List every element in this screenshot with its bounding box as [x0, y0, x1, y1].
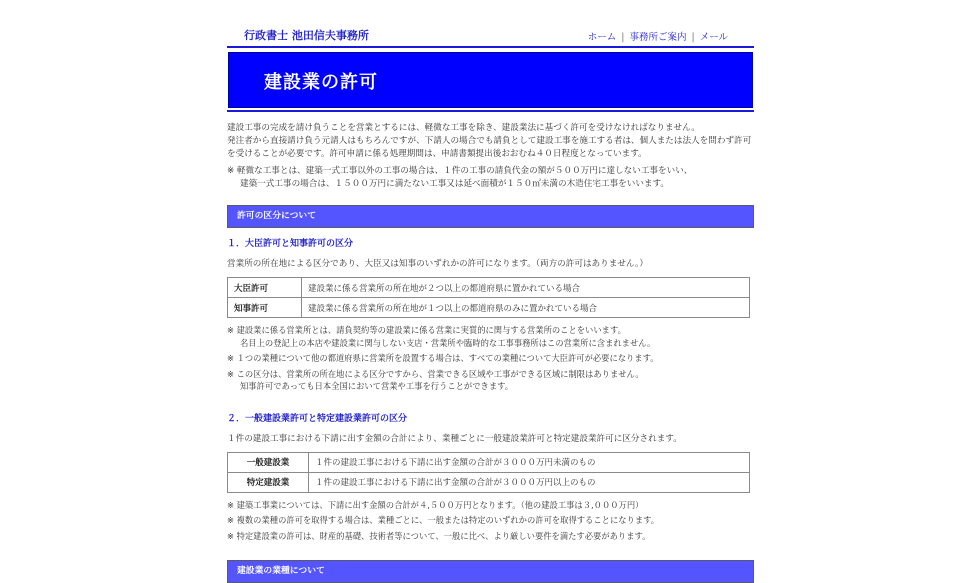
- intro-text: [227, 122, 754, 161]
- note-special-requirements: ※ 特定建設業の許可は、財産的基礎、技術者等について、一般に比べ、より厳しい要件を満たす必要があります。: [227, 530, 651, 541]
- nav-home-link[interactable]: ホーム: [587, 32, 617, 43]
- section-header-permit-types: 許可の区分について: [227, 205, 754, 228]
- nav-separator: |: [621, 32, 625, 43]
- table-row: [228, 452, 750, 472]
- nav-separator: |: [691, 32, 695, 43]
- intro-note: [227, 165, 754, 191]
- note-line: ※ この区分は、営業所の所在地による区分ですから、営業できる区域や工事ができる区域に制限はありません。: [227, 368, 644, 379]
- subsection-description: 営業所の所在地による区分であり、大臣又は知事のいずれかの許可になります。（両方の許可はありません。）: [227, 259, 648, 269]
- table-value: 建設業に係る営業所の所在地が１つ以上の都道府県のみに置かれている場合: [302, 298, 750, 318]
- table-key: 大臣許可: [228, 278, 302, 298]
- permit-table-general-special: [227, 452, 750, 493]
- note-all-types: ※ １つの業種について他の都道府県に営業所を設置する場合は、すべての業種について大臣許可が必要になります。: [227, 353, 659, 363]
- table-row: [228, 298, 750, 318]
- page-title: 建設業の許可: [264, 72, 378, 93]
- table-key: 知事許可: [228, 298, 302, 318]
- top-nav: [588, 29, 728, 43]
- permit-table-minister-governor: [227, 277, 750, 318]
- nav-office-link[interactable]: 事務所ご案内: [629, 32, 687, 43]
- note-line: 名目上の登記上の本店や建設業に関与しない支店・営業所や臨時的な工事事務所はこの営業所に含まれません。: [240, 337, 656, 348]
- subheading-minister-governor: １．大臣許可と知事許可の区分: [227, 239, 354, 249]
- table-value: １件の建設工事における下請に出す金額の合計が３０００万円以上のもの: [309, 472, 750, 492]
- subsection-description: １件の建設工事における下請に出す金額の合計により、業種ごとに一般建設業許可と特定建設業許可に区分されます。: [227, 433, 682, 444]
- note-building: ※ 建築工事業については、下請に出す金額の合計が４,５００万円となります。（他の建設工事は３,０００万円）: [227, 499, 644, 510]
- section-header-business-types: 建設業の業種について: [227, 560, 754, 583]
- intro-line: 建設工事の完成を請け負うことを営業とするには、軽微な工事を除き、建設業法に基づく許可を受けなければなりません。: [227, 123, 700, 133]
- note-line: 知事許可であっても日本全国において営業や工事を行うことができます。: [240, 381, 514, 391]
- page: [227, 0, 754, 583]
- subheading-general-special: ２．一般建設業許可と特定建設業許可の区分: [227, 413, 408, 424]
- intro-line: 発注者から直接請け負う元請人はもちろんですが、下請人の場合でも請負として建設工事を施工する者は、個人または法人を問わず許可を受けることが必要です。許可申請に係る処理期間は、申請書類提出後おおむね４０日程度となっています。: [227, 136, 752, 159]
- table-key: 一般建設業: [228, 452, 309, 472]
- note-line: ※ 軽微な工事とは、建築一式工事以外の工事の場合は、１件の工事の請負代金の額が５００万円に達しない工事をいい、: [227, 166, 693, 176]
- note-line: ※ 建設業に係る営業所とは、請負契約等の建設業に係る営業に実質的に関与する営業所のことをいいます。: [227, 325, 626, 335]
- table-key: 特定建設業: [228, 472, 309, 492]
- subsection-general-special: [227, 411, 754, 543]
- site-header: [227, 0, 754, 48]
- banner-divider: [227, 110, 754, 112]
- nav-mail-link[interactable]: メール: [699, 32, 728, 43]
- note-office: [227, 324, 754, 349]
- table-value: 建設業に係る営業所の所在地が２つ以上の都道府県に置かれている場合: [302, 278, 750, 298]
- note-line: 建築一式工事の場合は、１５００万円に満たない工事又は延べ面積が１５０㎡未満の木造住宅工事をいいます。: [240, 179, 670, 189]
- note-multiple-types: ※ 複数の業種の許可を取得する場合は、業種ごとに、一般または特定のいずれかの許可を取得することになります。: [227, 515, 660, 525]
- note-region: [227, 368, 754, 393]
- page-banner: [228, 52, 753, 108]
- table-value: １件の建設工事における下請に出す金額の合計が３０００万円未満のもの: [309, 452, 750, 472]
- table-row: [228, 278, 750, 298]
- site-title[interactable]: 行政書士 池田信夫事務所: [244, 29, 369, 42]
- table-row: [228, 472, 750, 492]
